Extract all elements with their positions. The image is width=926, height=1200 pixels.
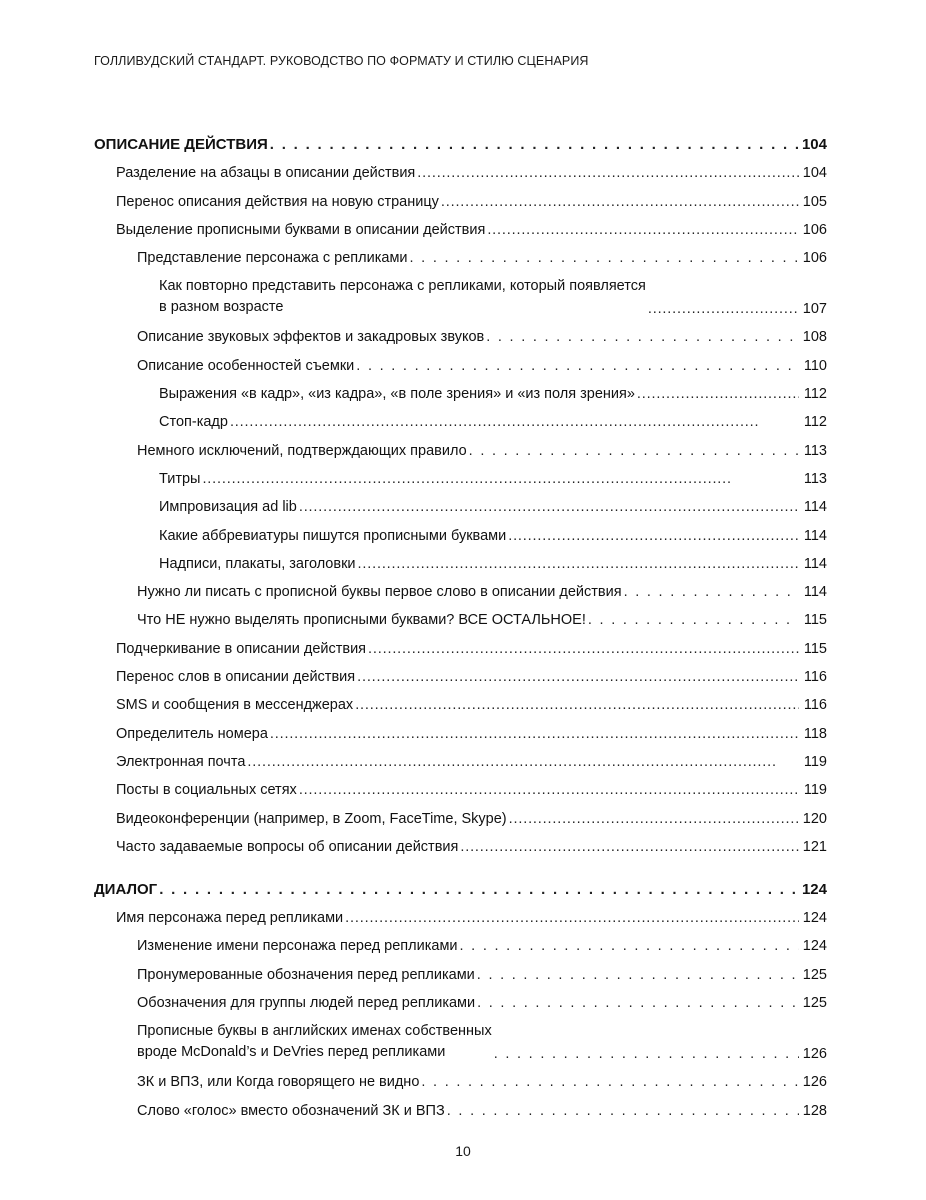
dot-leader: [417, 164, 799, 183]
table-of-contents: [94, 119, 827, 1121]
dot-leader: [486, 328, 799, 347]
dot-leader: [624, 583, 799, 602]
dot-leader: [460, 838, 799, 857]
toc-entry[interactable]: Определитель номера . . . 118: [94, 715, 827, 743]
toc-entry[interactable]: Немного исключений, подтверждающих правило . . . 113: [94, 432, 827, 460]
toc-entry[interactable]: Выделение прописными буквами в описании действия . . . 106: [94, 212, 827, 240]
toc-entry[interactable]: Представление персонажа с репликами . . . 106: [94, 240, 827, 268]
toc-entry[interactable]: Выражения «в кадр», «из кадра», «в поле зрения» и «из поля зрения» . . . 112: [94, 376, 827, 404]
dot-leader: [588, 611, 799, 630]
dot-leader: [299, 781, 799, 800]
dot-leader: [447, 1102, 799, 1121]
dot-leader: [648, 300, 799, 319]
dot-leader: [460, 937, 799, 956]
dot-leader: [421, 1073, 799, 1092]
dot-leader: [202, 470, 799, 489]
toc-entry[interactable]: Часто задаваемые вопросы об описании действия . . . 121: [94, 829, 827, 857]
dot-leader: [477, 994, 799, 1013]
page-number: 10: [455, 1143, 471, 1159]
toc-entry[interactable]: SMS и сообщения в мессенджерах . . . 116: [94, 687, 827, 715]
dot-leader: [469, 442, 799, 461]
toc-entry[interactable]: Что НЕ нужно выделять прописными буквами? ВСЕ ОСТАЛЬНОЕ! . . . 115: [94, 602, 827, 630]
dot-leader: [358, 555, 799, 574]
dot-leader: [509, 810, 799, 829]
dot-leader: [247, 753, 799, 772]
toc-section-heading[interactable]: ОПИСАНИЕ ДЕЙСТВИЯ . . . 104: [94, 119, 827, 155]
toc-entry[interactable]: Перенос описания действия на новую страницу . . . 105: [94, 183, 827, 211]
toc-entry[interactable]: Как повторно представить персонажа с репликами, который появляется в разном возрасте . . . 107: [94, 268, 827, 319]
toc-entry[interactable]: Описание звуковых эффектов и закадровых звуков . . . 108: [94, 319, 827, 347]
toc-entry[interactable]: Описание особенностей съемки . . . 110: [94, 347, 827, 375]
toc-entry[interactable]: ЗК и ВПЗ, или Когда говорящего не видно . . . 126: [94, 1064, 827, 1092]
toc-entry[interactable]: Электронная почта . . . 119: [94, 744, 827, 772]
dot-leader: [270, 725, 799, 744]
dot-leader: [441, 193, 799, 212]
toc-entry[interactable]: Перенос слов в описании действия . . . 116: [94, 659, 827, 687]
toc-entry[interactable]: Посты в социальных сетях . . . 119: [94, 772, 827, 800]
dot-leader: [477, 966, 799, 985]
toc-entry[interactable]: Стоп-кадр . . . 112: [94, 404, 827, 432]
dot-leader: [508, 527, 799, 546]
dot-leader: [270, 136, 799, 155]
dot-leader: [230, 413, 799, 432]
toc-entry[interactable]: Какие аббревиатуры пишутся прописными буквами . . . 114: [94, 517, 827, 545]
toc-entry[interactable]: Надписи, плакаты, заголовки . . . 114: [94, 546, 827, 574]
dot-leader: [345, 909, 799, 928]
dot-leader: [410, 249, 799, 268]
running-head: ГОЛЛИВУДСКИЙ СТАНДАРТ. РУКОВОДСТВО ПО ФОРМАТУ И СТИЛЮ СЦЕНАРИЯ: [94, 54, 589, 68]
toc-entry[interactable]: Пронумерованные обозначения перед репликами . . . 125: [94, 956, 827, 984]
dot-leader: [487, 221, 799, 240]
dot-leader: [637, 385, 799, 404]
dot-leader: [356, 357, 799, 376]
dot-leader: [159, 881, 799, 900]
toc-entry[interactable]: Имя персонажа перед репликами . . . 124: [94, 900, 827, 928]
toc-entry[interactable]: Титры . . . 113: [94, 461, 827, 489]
dot-leader: [494, 1045, 799, 1064]
toc-section-heading[interactable]: ДИАЛОГ . . . 124: [94, 864, 827, 900]
toc-entry[interactable]: Подчеркивание в описании действия . . . 115: [94, 630, 827, 658]
toc-entry[interactable]: Слово «голос» вместо обозначений ЗК и ВПЗ . . . 128: [94, 1092, 827, 1120]
toc-entry[interactable]: Обозначения для группы людей перед репликами . . . 125: [94, 985, 827, 1013]
toc-entry[interactable]: Прописные буквы в английских именах собственных вроде McDonald’s и DeVries перед репликами . . . 126: [94, 1013, 827, 1064]
toc-entry[interactable]: Нужно ли писать с прописной буквы первое слово в описании действия . . . 114: [94, 574, 827, 602]
toc-entry[interactable]: Изменение имени персонажа перед репликами . . . 124: [94, 928, 827, 956]
toc-entry[interactable]: Разделение на абзацы в описании действия . . . 104: [94, 155, 827, 183]
dot-leader: [357, 668, 799, 687]
toc-entry[interactable]: Видеоконференции (например, в Zoom, FaceTime, Skype) . . . 120: [94, 800, 827, 828]
dot-leader: [355, 696, 799, 715]
toc-entry[interactable]: Импровизация ad lib . . . 114: [94, 489, 827, 517]
dot-leader: [368, 640, 799, 659]
dot-leader: [299, 498, 799, 517]
